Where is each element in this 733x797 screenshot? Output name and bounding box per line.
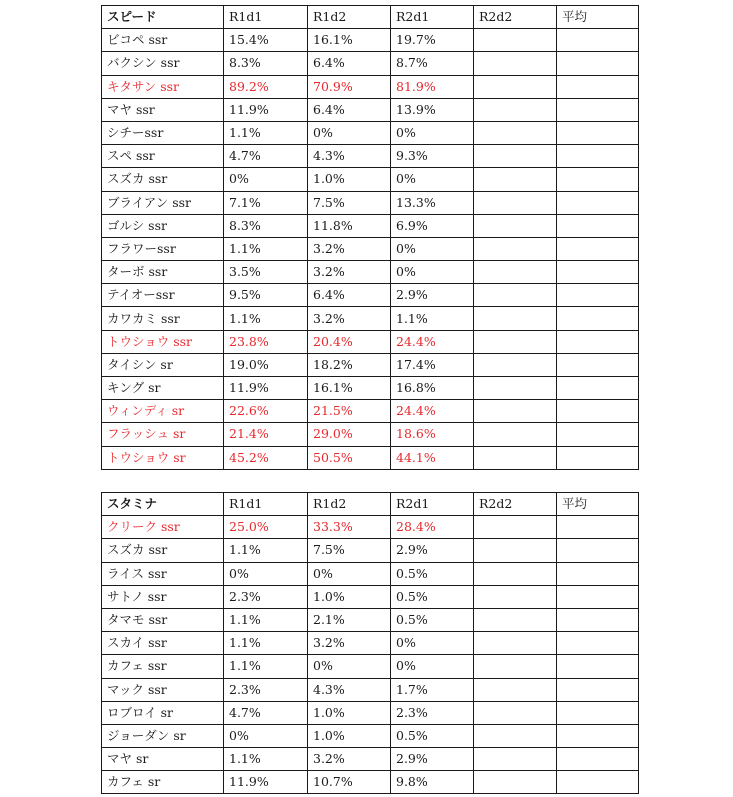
row-name: スズカ ssr [102,539,224,562]
table-cell [474,191,557,214]
table-cell: 0.5% [391,724,474,747]
row-name: カフェ sr [102,771,224,794]
table-cell: 1.1% [224,539,308,562]
row-name: テイオーssr [102,284,224,307]
table-cell: 18.2% [308,353,391,376]
table-cell: 11.8% [308,214,391,237]
table-cell: 0% [224,724,308,747]
table-cell: 0% [391,168,474,191]
table-row [102,75,639,98]
table-row [102,261,639,284]
table-cell [474,748,557,771]
table-cell: 2.3% [391,701,474,724]
table-cell: 2.9% [391,539,474,562]
table-row [102,168,639,191]
column-header: R2d1 [391,493,474,516]
table-row [102,446,639,469]
table-cell: 1.1% [224,608,308,631]
table-cell: 9.8% [391,771,474,794]
table-cell: 28.4% [391,516,474,539]
table-cell [474,377,557,400]
table-cell: 21.4% [224,423,308,446]
table-cell [557,353,639,376]
table-cell [474,632,557,655]
stamina-table [101,492,639,794]
table-cell [474,145,557,168]
table-cell: 11.9% [224,98,308,121]
table-cell [557,237,639,260]
table-cell [557,539,639,562]
table-cell [474,353,557,376]
table-cell [557,516,639,539]
table-cell: 6.4% [308,284,391,307]
row-name: クリーク ssr [102,516,224,539]
table-cell: 7.5% [308,191,391,214]
table-cell: 0% [391,261,474,284]
row-name: ゴルシ ssr [102,214,224,237]
table-cell: 33.3% [308,516,391,539]
table-cell: 0.5% [391,608,474,631]
table-title: スタミナ [102,493,224,516]
table-cell: 3.5% [224,261,308,284]
table-row [102,771,639,794]
table-cell [557,214,639,237]
table-cell [474,516,557,539]
table-cell: 1.0% [308,701,391,724]
table-cell: 0% [391,121,474,144]
table-cell: 4.7% [224,145,308,168]
table-cell [474,284,557,307]
column-header: R1d2 [308,493,391,516]
table-cell: 1.0% [308,585,391,608]
table-cell [474,237,557,260]
table-cell: 1.1% [224,307,308,330]
row-name: トウショウ ssr [102,330,224,353]
table-cell [474,539,557,562]
table-row [102,353,639,376]
table-cell: 16.1% [308,377,391,400]
row-name: キタサン ssr [102,75,224,98]
table-cell [474,52,557,75]
table-cell: 0% [391,237,474,260]
table-cell [557,330,639,353]
table-cell: 10.7% [308,771,391,794]
table-cell: 45.2% [224,446,308,469]
row-name: ウィンディ sr [102,400,224,423]
table-row [102,400,639,423]
table-cell [474,562,557,585]
column-header: R1d2 [308,6,391,29]
table-cell [557,29,639,52]
table-cell [557,678,639,701]
table-cell [557,608,639,631]
table-cell: 1.1% [391,307,474,330]
table-cell: 4.7% [224,701,308,724]
table-cell: 70.9% [308,75,391,98]
table-cell: 0% [391,632,474,655]
table-cell: 19.7% [391,29,474,52]
row-name: カワカミ ssr [102,307,224,330]
table-title: スピード [102,6,224,29]
table-cell: 1.1% [224,632,308,655]
column-header: 平均 [557,6,639,29]
header-row [102,6,639,29]
table-cell: 24.4% [391,400,474,423]
table-cell: 11.9% [224,771,308,794]
table-cell: 8.3% [224,214,308,237]
row-name: ライス ssr [102,562,224,585]
row-name: スカイ ssr [102,632,224,655]
table-cell [474,121,557,144]
table-cell [474,446,557,469]
table-cell: 3.2% [308,632,391,655]
speed-table [101,5,639,470]
table-cell: 21.5% [308,400,391,423]
table-cell [557,75,639,98]
table-row [102,98,639,121]
table-cell: 18.6% [391,423,474,446]
table-cell [474,423,557,446]
table-cell [557,168,639,191]
row-name: フラッシュ sr [102,423,224,446]
table-cell: 2.1% [308,608,391,631]
table-cell [474,608,557,631]
row-name: ターボ ssr [102,261,224,284]
table-cell [557,191,639,214]
table-cell: 0% [224,168,308,191]
table-cell [557,377,639,400]
row-name: タイシン sr [102,353,224,376]
header-row [102,493,639,516]
table-row [102,539,639,562]
table-cell [474,261,557,284]
table-cell: 8.3% [224,52,308,75]
table-cell: 1.1% [224,655,308,678]
table-cell [557,98,639,121]
table-cell [557,145,639,168]
table-cell [557,748,639,771]
table-cell [557,261,639,284]
table-cell: 6.4% [308,52,391,75]
table-cell: 29.0% [308,423,391,446]
table-cell [474,585,557,608]
table-cell: 2.9% [391,284,474,307]
row-name: マヤ ssr [102,98,224,121]
table-cell: 15.4% [224,29,308,52]
table-cell: 2.3% [224,585,308,608]
table-cell [557,52,639,75]
table-cell: 16.1% [308,29,391,52]
table-cell: 0% [224,562,308,585]
column-header: R1d1 [224,493,308,516]
table-cell: 6.9% [391,214,474,237]
row-name: バクシン ssr [102,52,224,75]
table-cell [557,284,639,307]
table-cell [474,98,557,121]
table-cell [557,121,639,144]
table-row [102,284,639,307]
table-cell [474,724,557,747]
table-cell: 1.0% [308,168,391,191]
table-cell: 17.4% [391,353,474,376]
table-row [102,121,639,144]
row-name: マヤ sr [102,748,224,771]
column-header: R2d1 [391,6,474,29]
table-row [102,52,639,75]
table-row [102,748,639,771]
table-cell [474,29,557,52]
table-cell: 13.9% [391,98,474,121]
row-name: フラワーssr [102,237,224,260]
table-cell: 1.0% [308,724,391,747]
table-cell: 0.5% [391,585,474,608]
table-row [102,724,639,747]
table-row [102,237,639,260]
table-cell [474,214,557,237]
table-row [102,516,639,539]
row-name: トウショウ sr [102,446,224,469]
table-cell [474,307,557,330]
table-cell: 4.3% [308,145,391,168]
table-cell: 3.2% [308,307,391,330]
table-row [102,562,639,585]
table-row [102,608,639,631]
table-cell [557,562,639,585]
table-cell: 0% [391,655,474,678]
row-name: カフェ ssr [102,655,224,678]
table-cell [557,307,639,330]
table-cell: 2.3% [224,678,308,701]
table-cell: 3.2% [308,237,391,260]
table-cell: 7.1% [224,191,308,214]
table-cell: 8.7% [391,52,474,75]
table-cell: 1.1% [224,237,308,260]
table-row [102,330,639,353]
table-cell [557,632,639,655]
table-row [102,655,639,678]
table-cell [557,400,639,423]
row-name: シチーssr [102,121,224,144]
table-cell: 9.5% [224,284,308,307]
table-cell: 6.4% [308,98,391,121]
table-row [102,191,639,214]
table-cell: 3.2% [308,261,391,284]
table-cell: 0% [308,655,391,678]
table-cell [557,655,639,678]
table-cell [557,724,639,747]
table-cell [474,168,557,191]
table-cell [474,701,557,724]
table-row [102,585,639,608]
row-name: スペ ssr [102,145,224,168]
table-cell: 4.3% [308,678,391,701]
row-name: ロブロイ sr [102,701,224,724]
column-header: 平均 [557,493,639,516]
row-name: マック ssr [102,678,224,701]
table-cell: 0.5% [391,562,474,585]
table-cell: 22.6% [224,400,308,423]
table-cell: 23.8% [224,330,308,353]
column-header: R2d2 [474,6,557,29]
row-name: タマモ ssr [102,608,224,631]
table-cell: 11.9% [224,377,308,400]
table-row [102,307,639,330]
table-row [102,145,639,168]
row-name: ブライアン ssr [102,191,224,214]
table-cell: 2.9% [391,748,474,771]
table-cell [474,678,557,701]
table-row [102,701,639,724]
table-cell: 1.1% [224,748,308,771]
table-cell: 89.2% [224,75,308,98]
table-cell: 44.1% [391,446,474,469]
row-name: ジョーダン sr [102,724,224,747]
table-row [102,214,639,237]
table-cell [557,585,639,608]
table-cell [474,330,557,353]
table-cell: 7.5% [308,539,391,562]
column-header: R1d1 [224,6,308,29]
table-row [102,423,639,446]
table-cell [474,400,557,423]
table-cell: 0% [308,121,391,144]
table-cell: 20.4% [308,330,391,353]
table-cell [557,423,639,446]
table-cell: 1.7% [391,678,474,701]
row-name: サトノ ssr [102,585,224,608]
table-cell: 16.8% [391,377,474,400]
table-cell: 19.0% [224,353,308,376]
table-cell [557,446,639,469]
column-header: R2d2 [474,493,557,516]
row-name: ビコペ ssr [102,29,224,52]
table-cell [557,771,639,794]
table-row [102,632,639,655]
table-cell [474,655,557,678]
table-cell: 3.2% [308,748,391,771]
table-cell: 50.5% [308,446,391,469]
table-row [102,377,639,400]
row-name: スズカ ssr [102,168,224,191]
table-cell: 13.3% [391,191,474,214]
table-cell: 9.3% [391,145,474,168]
table-cell: 24.4% [391,330,474,353]
table-row [102,29,639,52]
table-cell [557,701,639,724]
table-row [102,678,639,701]
table-cell: 25.0% [224,516,308,539]
table-cell: 81.9% [391,75,474,98]
table-cell: 1.1% [224,121,308,144]
row-name: キング sr [102,377,224,400]
table-cell: 0% [308,562,391,585]
table-cell [474,75,557,98]
table-cell [474,771,557,794]
